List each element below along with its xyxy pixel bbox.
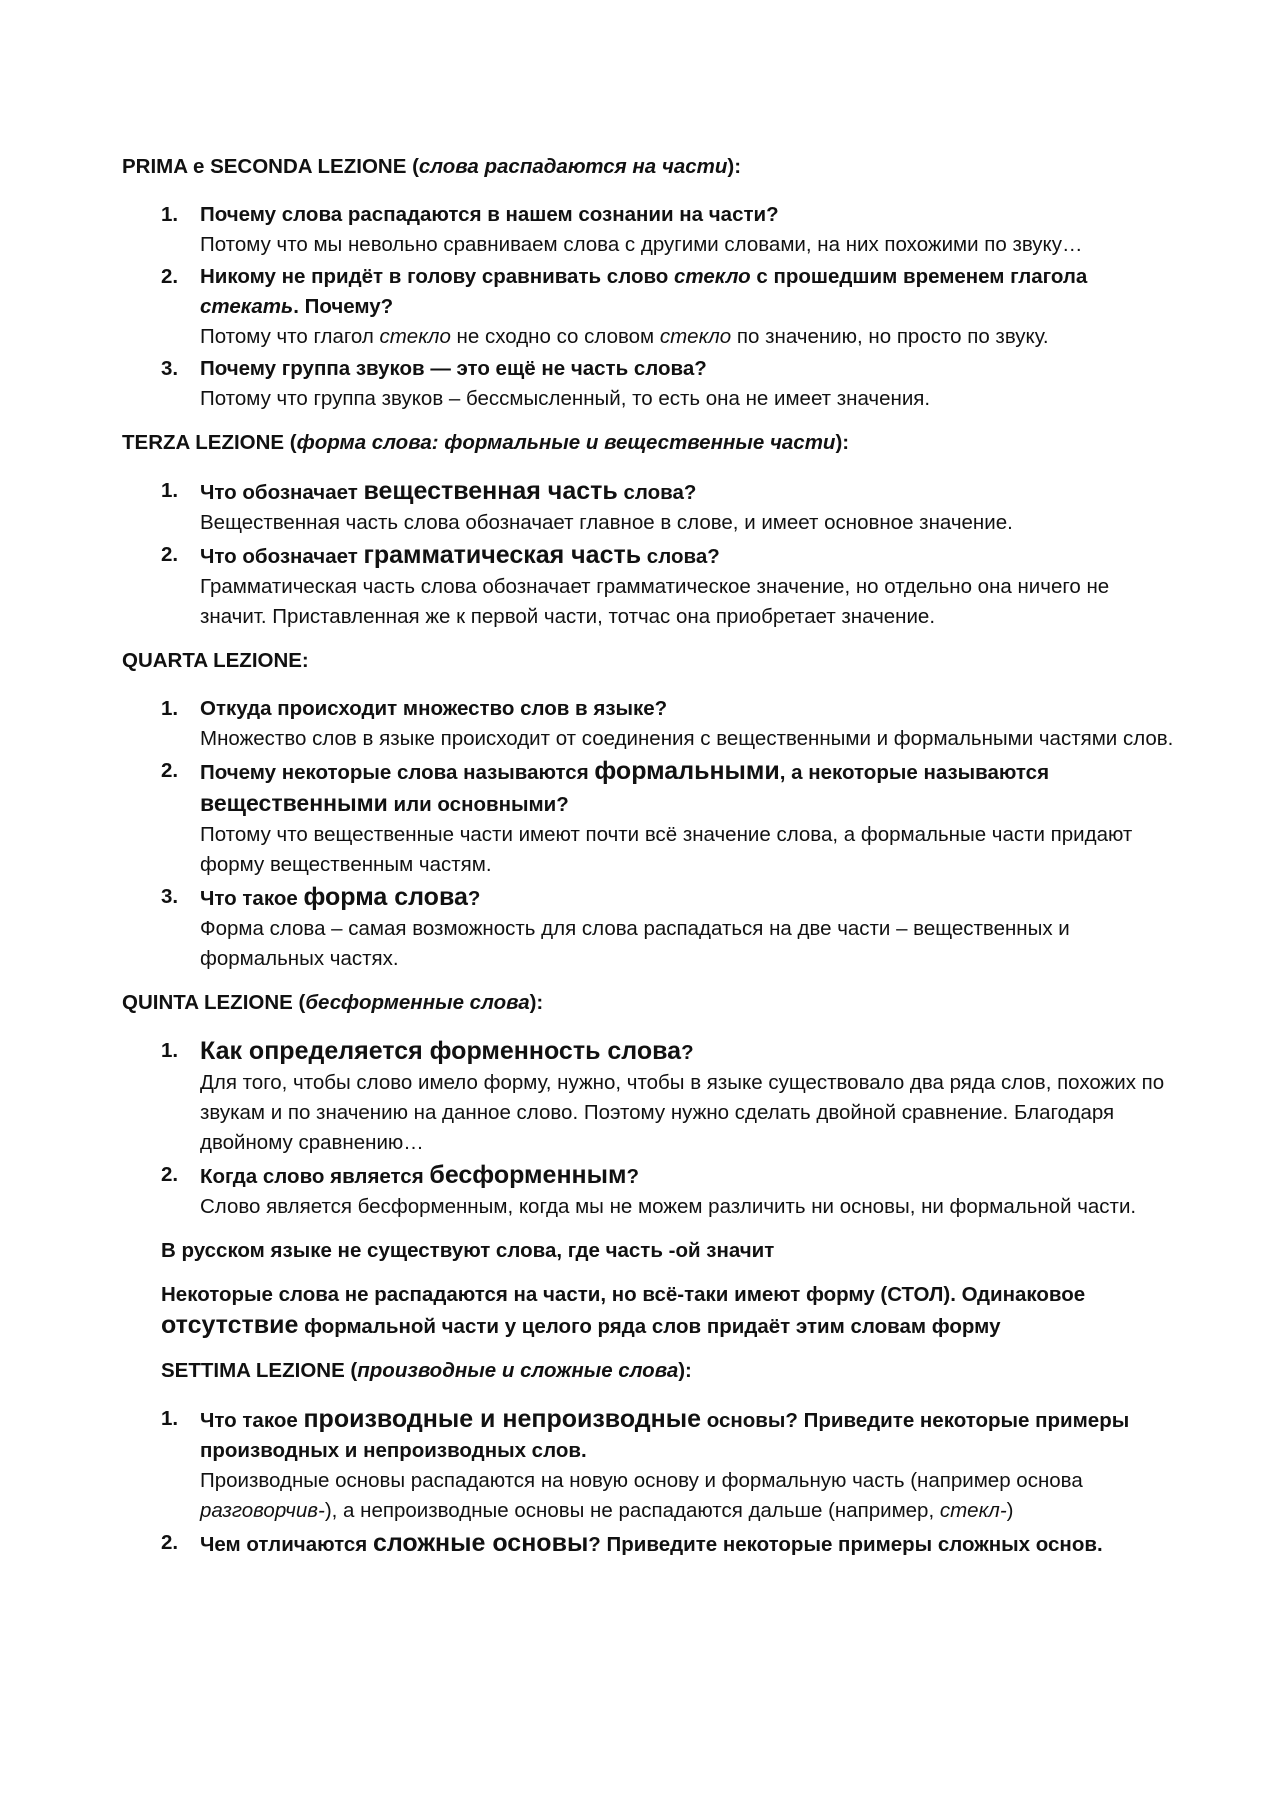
question-part: Когда слово является [200, 1165, 430, 1188]
heading-text: PRIMA e SECONDA LEZIONE ( [122, 155, 419, 178]
question-part: , а некоторые называются [779, 761, 1050, 784]
question-list-s5 [122, 1404, 1180, 1560]
answer-text: Потому что группа звуков – бессмысленный, то есть она не имеет значения. [200, 387, 931, 410]
item-number: 2. [161, 265, 179, 288]
heading-text: ): [529, 991, 544, 1014]
item-number: 1. [161, 203, 179, 226]
heading-text: SETTIMA LEZIONE ( [161, 1359, 358, 1382]
note-emphasis: отсутствие [161, 1311, 299, 1339]
question-part: слова? [641, 545, 720, 568]
heading-text: ): [727, 155, 742, 178]
answer-text [200, 322, 1180, 352]
question-text [200, 756, 1180, 820]
answer-italic: стекл- [939, 1499, 1007, 1522]
question-part: или основными? [387, 793, 569, 816]
question-text: Почему слова распадаются в нашем сознании на части? [200, 203, 779, 226]
question-text [200, 262, 1180, 322]
list-item [122, 1528, 1180, 1560]
list-item [122, 694, 1180, 754]
answer-text: Форма слова – самая возможность для слова распадаться на две части – вещественных и формальных частях. [200, 917, 1070, 970]
list-item [122, 882, 1180, 974]
question-part: Чем отличаются [200, 1533, 373, 1556]
list-item [122, 540, 1180, 632]
question-text [200, 1404, 1180, 1466]
note-part: формальной части у целого ряда слов придаёт этим словам форму [298, 1315, 1001, 1338]
list-item [122, 200, 1180, 260]
question-part: с прошедшим временем глагола [750, 265, 1088, 288]
question-list-s1 [122, 200, 1180, 414]
section-heading-quarta: QUARTA LEZIONE: [122, 649, 309, 672]
item-number: 1. [161, 1407, 179, 1430]
question-part: . Почему? [293, 295, 394, 318]
question-text: Почему группа звуков — это ещё не часть слова? [200, 357, 707, 380]
question-part: Что обозначает [200, 545, 364, 568]
item-number: 1. [161, 479, 179, 502]
item-number: 2. [161, 759, 179, 782]
heading-italic: бесформенные слова [305, 991, 530, 1014]
question-emphasis: вещественными [200, 790, 388, 816]
question-emphasis: грамматическая часть [363, 541, 642, 569]
answer-part: не сходно со словом [450, 325, 660, 348]
answer-text: Потому что мы невольно сравниваем слова с другими словами, на них похожими по звуку… [200, 233, 1083, 256]
question-list-s4 [122, 1036, 1180, 1222]
heading-italic: производные и сложные слова [357, 1359, 679, 1382]
answer-text: Потому что вещественные части имеют почти всё значение слова, а формальные части придают форму вещественным частям. [200, 823, 1133, 876]
answer-text: Грамматическая часть слова обозначает грамматическое значение, но отдельно она ничего не значит. Приставленная же к первой части, тотчас она приобретает значение. [200, 575, 1110, 628]
question-part: ? [626, 1165, 640, 1188]
list-item [122, 1160, 1180, 1222]
heading-italic: слова распадаются на части [418, 155, 728, 178]
list-item [122, 756, 1180, 880]
question-list-s3 [122, 694, 1180, 974]
question-part: Почему некоторые слова называются [200, 761, 595, 784]
section-heading-settima [161, 1356, 1180, 1386]
question-part: Никому не придёт в голову сравнивать слово [200, 265, 675, 288]
answer-text: Вещественная часть слова обозначает главное в слове, и имеет основное значение. [200, 511, 1013, 534]
question-emphasis: форма слова [303, 883, 468, 911]
question-emphasis: формальными [594, 757, 780, 785]
section-heading-prima-seconda [122, 152, 1180, 182]
question-text [200, 1036, 1180, 1068]
item-number: 1. [161, 697, 179, 720]
heading-text: ): [678, 1359, 692, 1382]
item-number: 3. [161, 885, 179, 908]
question-emphasis: производные и непроизводные [303, 1405, 701, 1433]
answer-part: ) [1006, 1499, 1014, 1522]
answer-text [200, 1466, 1180, 1526]
list-item [122, 262, 1180, 352]
item-number: 2. [161, 1531, 179, 1554]
answer-italic: разговорчив- [200, 1499, 325, 1522]
question-part: ? [681, 1041, 694, 1064]
item-number: 3. [161, 357, 179, 380]
note-paragraph [161, 1280, 1180, 1342]
section-heading-quinta [122, 988, 1180, 1018]
question-emphasis: бесформенным [429, 1161, 627, 1189]
list-item [122, 1036, 1180, 1158]
answer-text: Для того, чтобы слово имело форму, нужно, чтобы в языке существовало два ряда слов, похожих по звукам и по значению на данное слово. Поэтому нужно сделать двойной сравнение. Благодаря двойному сравнению… [200, 1071, 1165, 1154]
question-text [200, 476, 1180, 508]
question-part: основы? Приведите некоторые примеры производных и непроизводных слов. [200, 1409, 1130, 1462]
answer-part: ), а непроизводные основы не распадаются дальше (например, [324, 1499, 940, 1522]
question-italic: стекло [674, 265, 751, 288]
question-emphasis: Как определяется форменность слова [200, 1037, 682, 1065]
question-part: слова? [617, 481, 697, 504]
question-text [200, 1528, 1180, 1560]
answer-part: Производные основы распадаются на новую основу и формальную часть (например основа [200, 1469, 1083, 1492]
section-heading-terza [122, 428, 1180, 458]
note-part: Некоторые слова не распадаются на части, но всё-таки имеют форму (СТОЛ). Одинаковое [161, 1283, 1086, 1306]
list-item [122, 354, 1180, 414]
list-item [122, 476, 1180, 538]
question-emphasis: сложные основы [372, 1529, 589, 1557]
item-number: 2. [161, 1163, 179, 1186]
item-number: 1. [161, 1039, 179, 1062]
note-paragraph: В русском языке не существуют слова, где часть -ой значит [161, 1239, 775, 1262]
question-list-s2 [122, 476, 1180, 632]
question-emphasis: вещественная часть [363, 477, 618, 505]
answer-text: Слово является бесформенным, когда мы не можем различить ни основы, ни формальной части. [200, 1195, 1137, 1218]
question-part: Что обозначает [200, 481, 364, 504]
answer-part: Потому что глагол [200, 325, 380, 348]
question-part: Что такое [200, 1409, 304, 1432]
heading-text: QUINTA LEZIONE ( [122, 991, 306, 1014]
question-text [200, 540, 1180, 572]
question-italic: стекать [200, 295, 294, 318]
answer-italic: стекло [379, 325, 451, 348]
question-text [200, 882, 1180, 914]
heading-text: ): [835, 431, 850, 454]
answer-part: по значению, но просто по звуку. [731, 325, 1049, 348]
question-text: Откуда происходит множество слов в языке? [200, 697, 668, 720]
item-number: 2. [161, 543, 179, 566]
answer-italic: стекло [659, 325, 732, 348]
question-part: ? [467, 887, 481, 910]
question-text [200, 1160, 1180, 1192]
list-item [122, 1404, 1180, 1526]
question-part: Что такое [200, 887, 304, 910]
answer-text: Множество слов в языке происходит от соединения с вещественными и формальными частями слов. [200, 727, 1174, 750]
question-part: ? Приведите некоторые примеры сложных основ. [588, 1533, 1103, 1556]
heading-text: TERZA LEZIONE ( [122, 431, 297, 454]
heading-italic: форма слова: формальные и вещественные части [296, 431, 836, 454]
